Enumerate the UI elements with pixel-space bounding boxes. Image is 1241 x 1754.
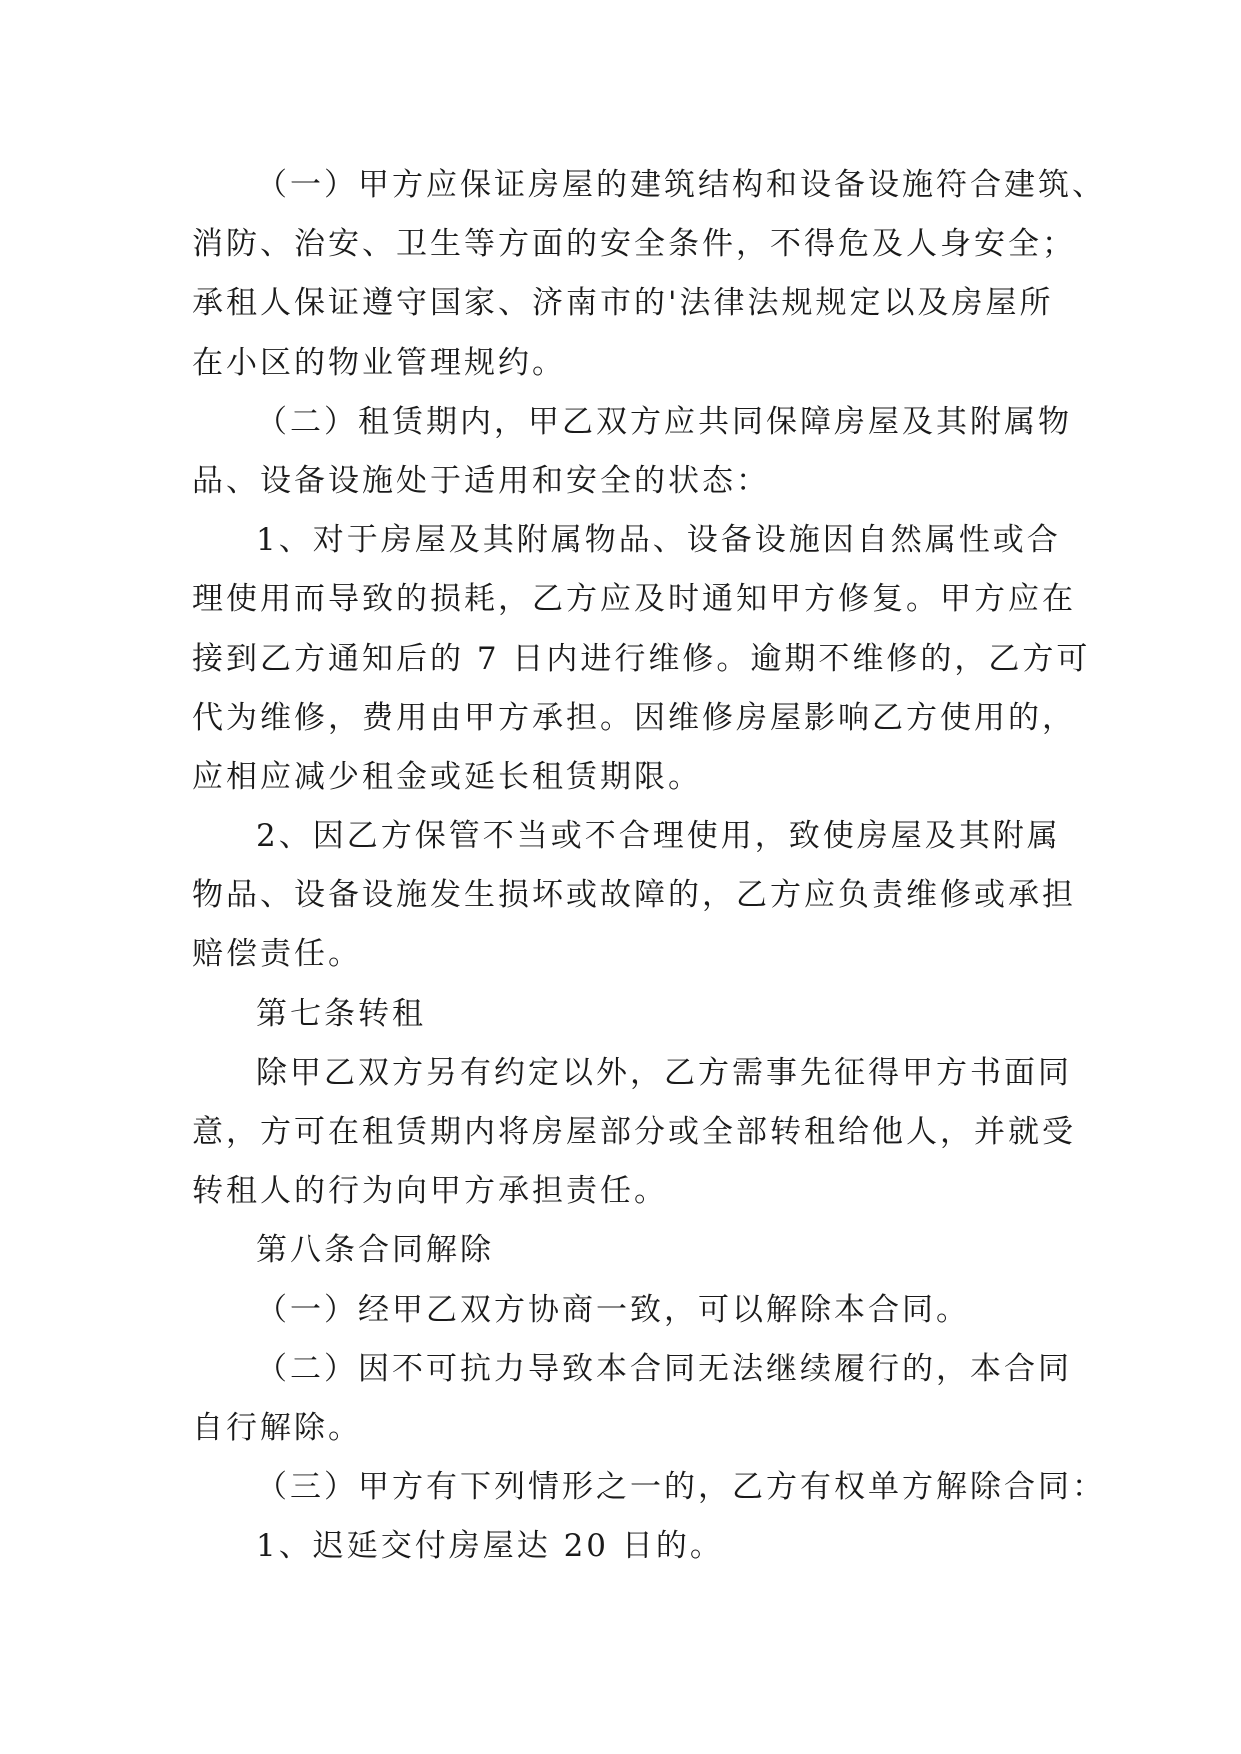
text-line: 承租人保证遵守国家、济南市的'法律法规规定以及房屋所 xyxy=(192,285,1054,322)
document-body xyxy=(192,156,1106,1577)
text-line: 意，方可在租赁期内将房屋部分或全部转租给他人，并就受 xyxy=(192,1114,1076,1150)
text-line: 消防、治安、卫生等方面的安全条件，不得危及人身安全； xyxy=(192,226,1076,263)
text-line: （三）甲方有下列情形之一的，乙方有权单方解除合同： xyxy=(256,1469,1106,1506)
text-line: 应相应减少租金或延长租赁期限。 xyxy=(192,758,702,795)
section-heading: 第八条合同解除 xyxy=(256,1232,494,1269)
text-line: 2、因乙方保管不当或不合理使用，致使房屋及其附属 xyxy=(256,818,1061,855)
text-line: （一）经甲乙双方协商一致，可以解除本合同。 xyxy=(256,1291,970,1328)
text-line: 自行解除。 xyxy=(192,1409,362,1446)
text-line: （一）甲方应保证房屋的建筑结构和设备设施符合建筑、 xyxy=(256,167,1106,203)
text-line: （二）因不可抗力导致本合同无法继续履行的，本合同 xyxy=(256,1350,1072,1387)
text-line: 物品、设备设施发生损坏或故障的，乙方应负责维修或承担 xyxy=(192,877,1076,914)
text-line: 1、迟延交付房屋达 20 日的。 xyxy=(256,1528,724,1565)
section-heading: 第七条转租 xyxy=(256,995,426,1032)
text-line: 品、设备设施处于适用和安全的状态： xyxy=(192,462,770,499)
text-line: 除甲乙双方另有约定以外，乙方需事先征得甲方书面同 xyxy=(256,1054,1072,1091)
text-line: 1、对于房屋及其附属物品、设备设施因自然属性或合 xyxy=(256,522,1061,559)
text-line: 理使用而导致的损耗，乙方应及时通知甲方修复。甲方应在 xyxy=(192,581,1076,618)
text-line: 接到乙方通知后的 7 日内进行维修。逾期不维修的，乙方可 xyxy=(192,640,1091,677)
text-line: 在小区的物业管理规约。 xyxy=(192,344,566,381)
text-line: 转租人的行为向甲方承担责任。 xyxy=(192,1173,668,1210)
text-line: （二）租赁期内，甲乙双方应共同保障房屋及其附属物 xyxy=(256,403,1072,440)
text-line: 赔偿责任。 xyxy=(192,936,362,973)
text-line: 代为维修，费用由甲方承担。因维修房屋影响乙方使用的， xyxy=(192,699,1076,736)
